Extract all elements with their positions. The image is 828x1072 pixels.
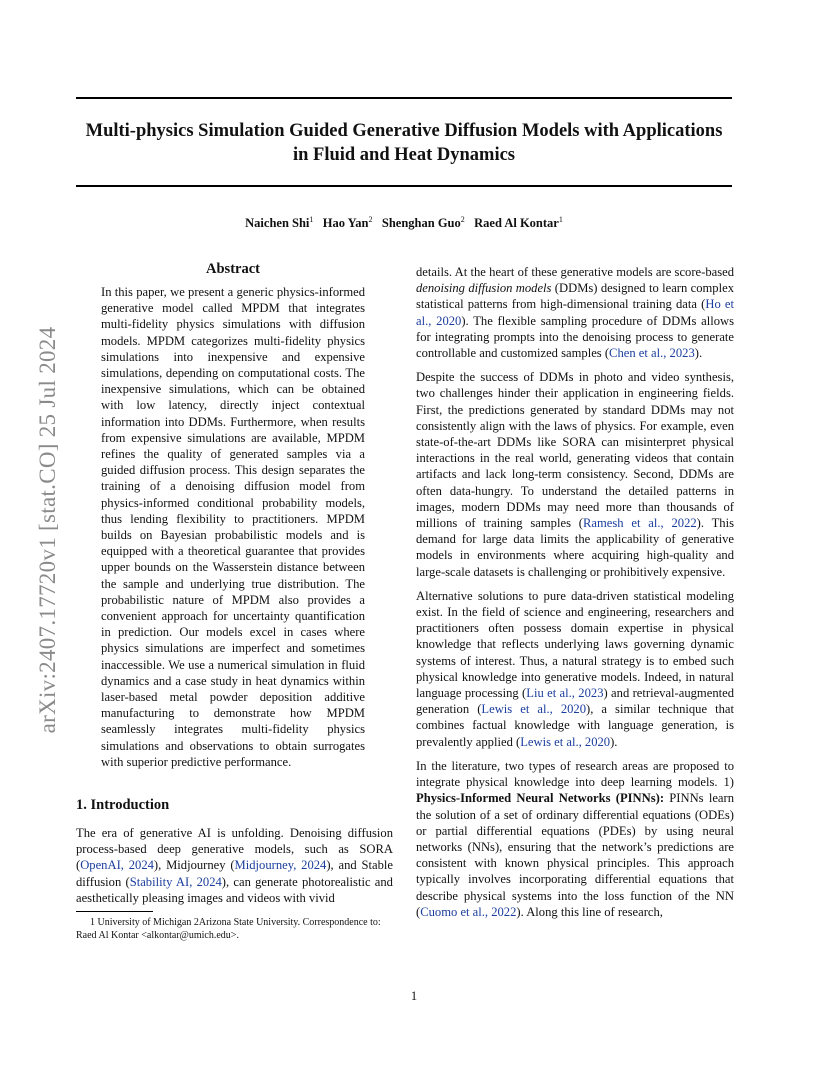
emphasis-term: denoising diffusion models xyxy=(416,281,552,296)
author-affiliation-mark: 1 xyxy=(309,215,314,224)
citation-link[interactable]: Ho et al., 2020 xyxy=(416,297,734,328)
citation-link[interactable]: Lewis et al., 2020 xyxy=(520,734,611,749)
author-affiliation-mark: 1 xyxy=(558,215,563,224)
citation-link[interactable]: Cuomo et al., 2022 xyxy=(420,904,517,919)
right-column xyxy=(416,264,734,928)
citation-link[interactable]: OpenAI, 2024 xyxy=(80,858,154,873)
intro-paragraph-1: The era of generative AI is unfolding. Denoising diffusion process-based deep generative models, such as SORA (OpenAI, 2024), Midjourney (Midjourney, 2024), and Stable diffusion (Stability AI, 2024), can generate photorealistic and aesthetically pleasing images and videos with vivid xyxy=(76,826,393,905)
citation-link[interactable]: Chen et al., 2023 xyxy=(609,346,695,361)
paper-title xyxy=(76,119,732,167)
author-name: Naichen Shi xyxy=(245,216,310,231)
introduction-left-column xyxy=(76,825,393,914)
footnote xyxy=(76,916,393,942)
bold-term: Physics-Informed Neural Networks (PINNs): xyxy=(416,791,665,806)
author-affiliation-mark: 2 xyxy=(368,215,373,224)
title-bottom-rule xyxy=(76,185,732,187)
right-paragraph-4: In the literature, two types of research areas are proposed to integrate physical knowledge into deep learning models. 1) Physics-Informed Neural Networks (PINNs): PINNs learn the solution of a set of ordinary differential equations (ODEs) or partial differential equations (PDEs) by using neural networks (NNs), ensuring that the network’s predictions are consistent with known physical principles. This approach typically involves incorporating differential equations that describe physical systems into the loss function of the NN (Cuomo et al., 2022). Along this line of research, xyxy=(416,758,734,919)
author xyxy=(245,216,313,230)
citation-link[interactable]: Stability AI, 2024 xyxy=(129,874,222,889)
abstract-heading: Abstract xyxy=(206,261,260,277)
author xyxy=(382,216,465,230)
right-paragraph-2: Despite the success of DDMs in photo and video synthesis, two challenges hinder their application in engineering fields. First, the predictions generated by standard DDMs may not consistently align with the laws of physics. For example, even state-of-the-art DDMs like SORA can misinterpret physical interactions in the real world, generating videos that contain artifacts and lack long-term consistency. Second, DDMs are often data-hungry. To understand the detailed patterns in images, modern DDMs may need more than thousands of millions of training samples (Ramesh et al., 2022). This demand for large data limits the applicability of generative models in environments where acquiring high-quality and large-scale datasets is challenging or prohibitively expensive. xyxy=(416,370,734,579)
right-paragraph-3: Alternative solutions to pure data-driven statistical modeling exist. In the field of science and engineering, researchers and practitioners often possess domain expertise in physical knowledge that reflects underlying laws governing dynamic systems of interest. Thus, a natural strategy is to embed such physical knowledge into generative models. Indeed, in natural language processing (Liu et al., 2023) and retrieval-augmented generation (Lewis et al., 2020), a similar technique that combines factual knowledge with language generation, is prevalently applied (Lewis et al., 2020). xyxy=(416,588,734,749)
right-paragraph-1: details. At the heart of these generative models are score-based denoising diffusion models (DDMs) designed to learn complex statistical patterns from high-dimensional training data (Ho et al., 2020). The flexible sampling procedure of DDMs allows for integrating prompts into the denoising process to generate controllable and customized samples (Chen et al., 2023). xyxy=(416,265,734,361)
arxiv-identifier: arXiv:2407.17720v1 [stat.CO] 25 Jul 2024 xyxy=(35,326,60,734)
citation-link[interactable]: Lewis et al., 2020 xyxy=(481,702,587,717)
author-name: Shenghan Guo xyxy=(381,216,461,231)
author-affiliation-mark: 2 xyxy=(460,215,465,224)
author xyxy=(474,216,563,230)
footnote-text: 1 University of Michigan 2Arizona State University. Correspondence to: Raed Al Kontar <alkontar@umich.edu>. xyxy=(76,917,381,941)
citation-link[interactable]: Ramesh et al., 2022 xyxy=(582,516,697,531)
author xyxy=(323,216,373,230)
title-line-1: Multi-physics Simulation Guided Generative Diffusion Models with Applications xyxy=(85,121,723,141)
citation-link[interactable]: Liu et al., 2023 xyxy=(526,686,604,701)
footnote-rule xyxy=(76,911,153,912)
author-list xyxy=(76,215,732,231)
abstract-paragraph: In this paper, we present a generic physics-informed generative model called MPDM that integrates multi-fidelity physics simulations with diffusion models. MPDM categorizes multi-fidelity physics simulations into inexpensive and expensive simulations, depending on computational costs. The inexpensive simulations, which can be obtained with low latency, directly inject contextual information into DDMs. Furthermore, when results from expensive simulations are available, MPDM refines the quality of generated samples via a guided diffusion process. This design separates the training of a denoising diffusion model from physics-informed conditional probability models, thus lending flexibility to practitioners. MPDM builds on Bayesian probabilistic models and is equipped with a theoretical guarantee that provides upper bounds on the Wasserstein distance between the sample and underlying true distribution. The probabilistic nature of MPDM also provides a convenient approach for uncertainty quantification in prediction. Our models excel in cases where physics simulations are imperfect and sometimes inaccessible. We use a numerical simulation in fluid dynamics and a case study in heat dynamics within laser-based metal powder deposition additive manufacturing to demonstrate how MPDM seamlessly integrates multi-fidelity physics simulations and observations to obtain surrogates with superior predictive performance. xyxy=(101,285,365,769)
author-name: Hao Yan xyxy=(322,216,369,231)
section-heading-introduction: 1. Introduction xyxy=(76,797,170,813)
abstract-text xyxy=(101,284,365,778)
title-top-rule xyxy=(76,97,732,99)
title-line-2: in Fluid and Heat Dynamics xyxy=(292,145,516,165)
page-number: 1 xyxy=(410,989,418,1003)
citation-link[interactable]: Midjourney, 2024 xyxy=(234,858,327,873)
author-name: Raed Al Kontar xyxy=(474,216,559,231)
